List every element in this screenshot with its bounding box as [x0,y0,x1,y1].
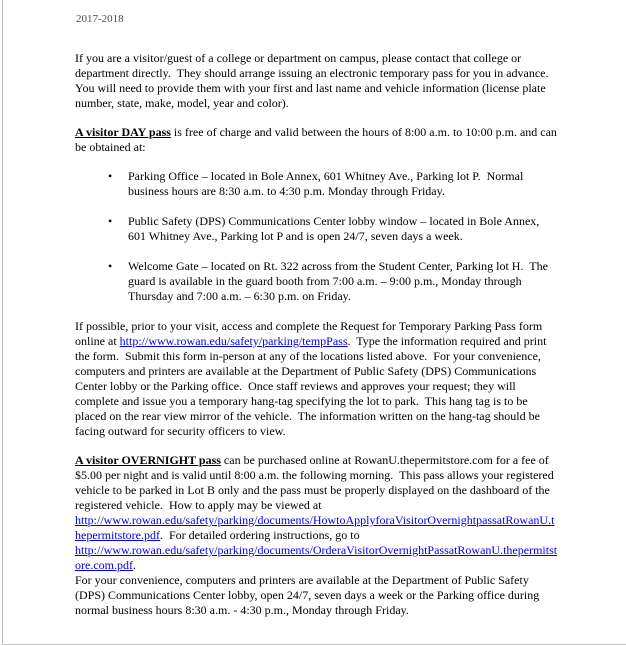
text-run: . For detailed ordering instructions, go to [159,528,363,542]
list-item [128,259,560,304]
text-run: For your convenience, computers and printers are available at the Department of Public Safety (DPS) Communications Center lobby, open 24/7, seven days a week or the Parking office during normal business hours 8:30 a.m. - 4:30 p.m., Monday through Friday. [75,573,543,617]
text-run: Public Safety (DPS) Communications Center lobby window – located in Bole Annex, 601 Whitney Ave., Parking lot P and is open 24/7, seven days a week. [128,214,543,243]
hyperlink[interactable]: http://www.rowan.edu/safety/parking/tempPass [119,334,348,348]
document-body [75,51,560,618]
day-pass-location-list [75,169,560,304]
text-run: Welcome Gate – located on Rt. 322 across from the Student Center, Parking lot H. The guard is available in the guard booth from 7:00 a.m. – 9:00 p.m., Monday through Thursday and 7:00 a.m. – 6:30 p.m. on Friday. [128,259,551,303]
hyperlink[interactable]: http://www.rowan.edu/safety/parking/documents/OrderaVisitorOvernightPassatRowanU.thepermitstore.com.pdf [75,543,558,572]
list-item [128,214,560,244]
pass-heading: A visitor OVERNIGHT pass [75,453,221,467]
document-page [2,0,626,645]
text-run: can be purchased online at RowanU.thepermitstore.com for a fee of $5.00 per night and is valid until 8:00 a.m. the following morning. This pass allows your registered vehicle to be parked in Lot B only and the pass must be properly displayed on the dashboard of the registered vehicle. How to apply may be viewed at [75,453,557,512]
text-run: If you are a visitor/guest of a college or department on campus, please contact that college or department directly. They should arrange issuing an electronic temporary pass for you in advance. You will need to provide them with your first and last name and vehicle information (license plate number, state, make, model, year and color). [75,51,555,110]
overnight-pass-paragraph [75,453,560,573]
convenience-paragraph [75,573,560,618]
text-run: is free of charge and valid between the hours of 8:00 a.m. to 10:00 p.m. and can be obtained at: [75,125,560,154]
pass-heading: A visitor DAY pass [75,125,171,139]
day-pass-paragraph [75,125,560,155]
list-item [128,169,560,199]
text-run: . [132,558,136,572]
text-run: If possible, prior to your visit, access and complete the Request for Temporary Parking Pass form online at [75,319,546,348]
text-run: . Type the information required and print the form. Submit this form in-person at any of the locations listed above. For your convenience, computers and printers are available at the Department of Public Safety (DPS) Communications Center lobby or the Parking office. Once staff reviews and approves your request; they will complete and issue you a temporary hang-tag specifying the lot to park. This hang tag is to be placed on the rear view mirror of the vehicle. The information written on the hang-tag should be facing outward for security officers to view. [75,334,550,438]
hyperlink[interactable]: http://www.rowan.edu/safety/parking/documents/HowtoApplyforaVisitorOvernightpassatRowanU.thepermitstore.pdf [75,513,555,542]
text-run: Parking Office – located in Bole Annex, 601 Whitney Ave., Parking lot P. Normal business hours are 8:30 a.m. to 4:30 p.m. Monday through Friday. [128,169,527,198]
document-header-year: 2017-2018 [76,13,124,25]
intro-paragraph [75,51,560,111]
temp-pass-paragraph [75,319,560,439]
